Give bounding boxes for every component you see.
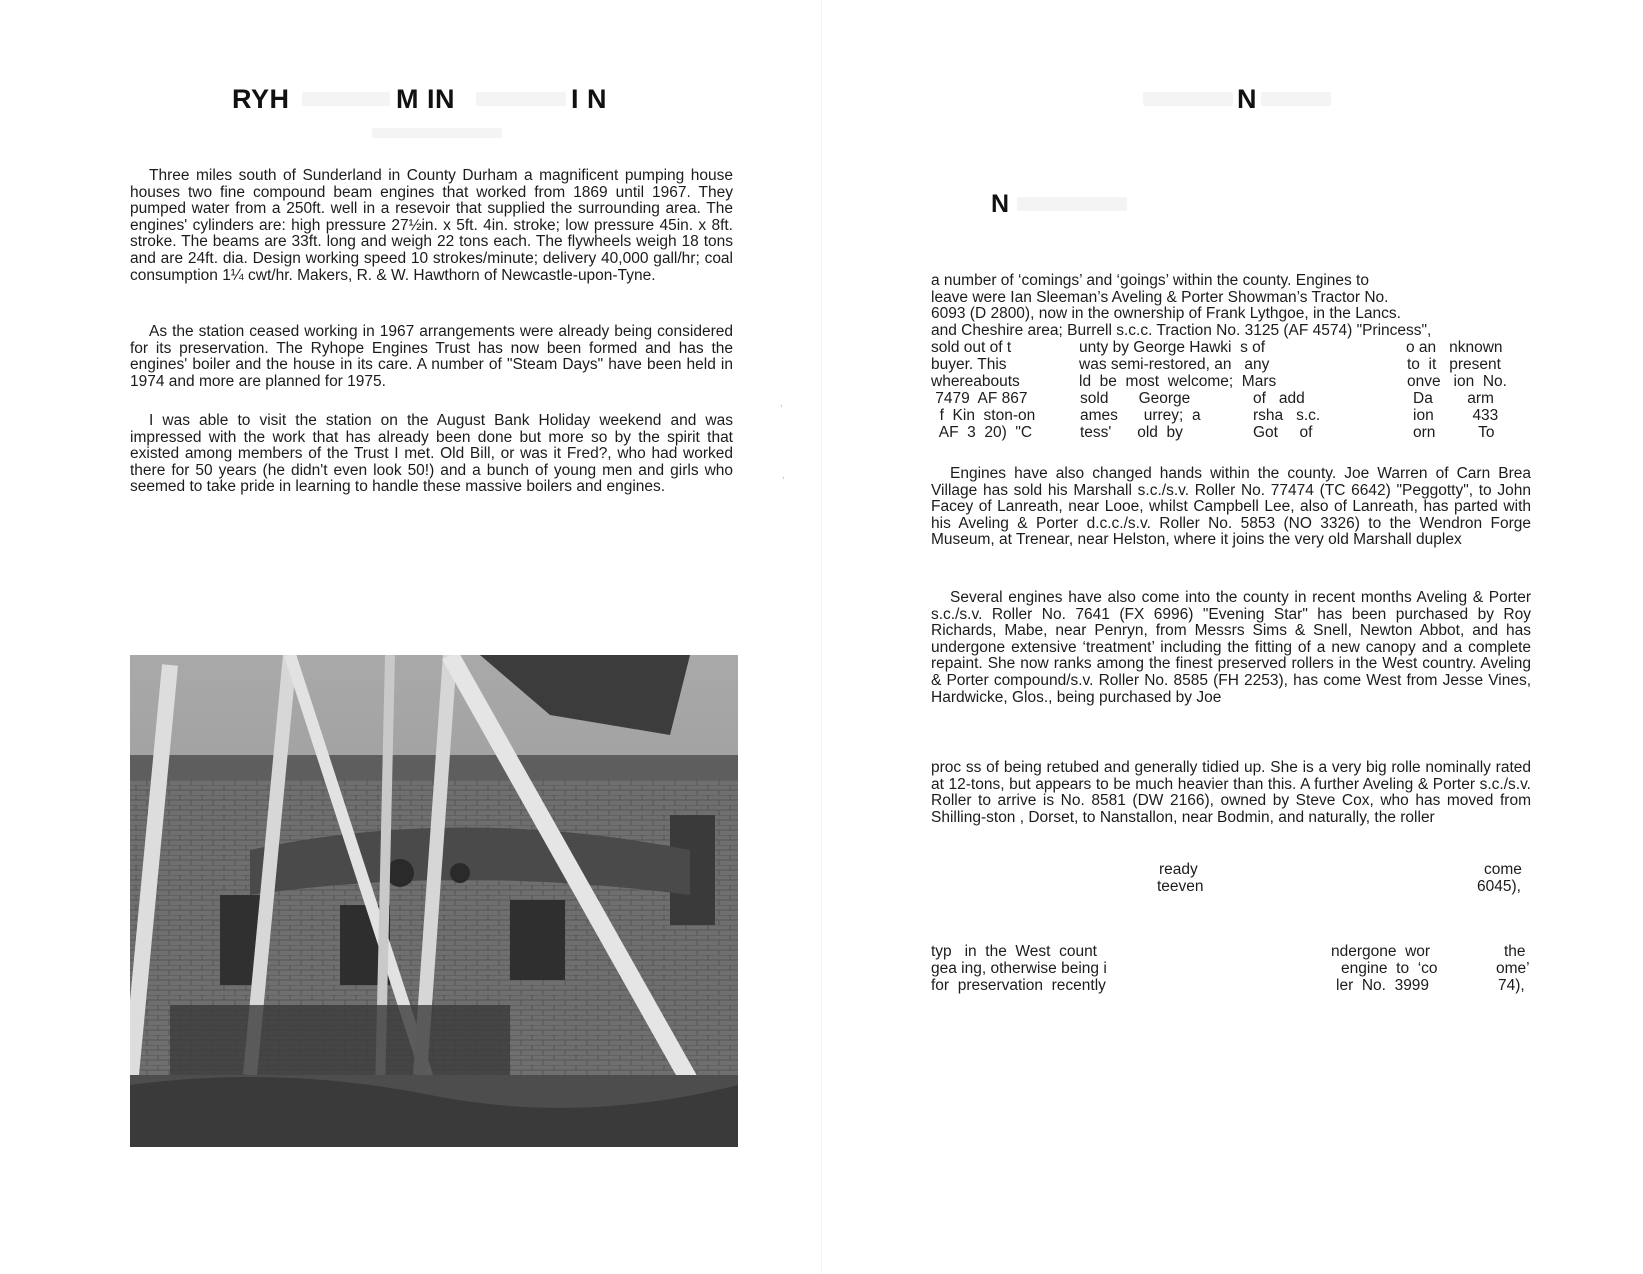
text-fragment: come bbox=[1484, 861, 1522, 878]
paragraph-engines-come-in: Several engines have also come into the county in recent months Aveling & Porter s.c./s.v. Roller No. 7641 (FX 6996) "Evening Star" has been purchased by Roy Richards, Mabe, near Penryn, from Messrs Sims & Snell, Newton Abbot, and has undergone extensive ‘treatment’ including the fitting of a new canopy and a complete repaint. She now ranks among the finest preserved rollers in the West country. Aveling & Porter compound/s.v. Roller No. 8585 (FH 2253), has come West from Jesse Vines, Hardwicke, Glos., being purchased by Joe bbox=[931, 589, 1531, 706]
text-fragment: orn To bbox=[1413, 424, 1495, 441]
text-line: leave were Ian Sleeman’s Aveling & Porter Showman’s Tractor No. bbox=[931, 289, 1389, 306]
margin-mark: , bbox=[780, 398, 783, 409]
text-fragment: o an nknown bbox=[1406, 339, 1503, 356]
title-fragment-3: I N bbox=[571, 84, 608, 114]
text-fragment: sold George bbox=[1080, 390, 1191, 407]
text-fragment: ndergone wor bbox=[1331, 943, 1431, 960]
text-fragment: 7479 AF 867 bbox=[931, 390, 1028, 407]
faded-title-area bbox=[1261, 92, 1331, 106]
text-fragment: of add bbox=[1253, 390, 1305, 407]
right-page bbox=[821, 0, 1643, 1274]
text-line: and Cheshire area; Burrell s.c.c. Traction No. 3125 (AF 4574) "Princess", bbox=[931, 322, 1432, 339]
text-fragment: Got of bbox=[1253, 424, 1313, 441]
text-fragment: 6045), bbox=[1477, 878, 1521, 895]
text-fragment: gea ing, otherwise being i bbox=[931, 960, 1107, 977]
text-fragment: f Kin ston-on bbox=[931, 407, 1036, 424]
text-fragment: buyer. This bbox=[931, 356, 1007, 373]
faded-subtitle-area bbox=[1017, 197, 1127, 211]
text-fragment: was semi-restored, an any bbox=[1079, 356, 1270, 373]
text-fragment: the bbox=[1504, 943, 1526, 960]
text-fragment: whereabouts bbox=[931, 373, 1020, 390]
paragraph-3: I was able to visit the station on the August Bank Holiday weekend and was impressed with the work that has already been done but more so by the spirit that existed among members of the Trust I met. Old Bill, or was it Fred?, who had worked there for 50 years (he didn't even look 50!) and a bunch of young men and girls who seemed to take pride in learning to handle these massive boilers and engines. bbox=[130, 412, 733, 496]
text-fragment: ready bbox=[1159, 861, 1198, 878]
text-fragment: teeven bbox=[1157, 878, 1204, 895]
text-fragment: AF 3 20) "C bbox=[931, 424, 1033, 441]
text-fragment: ld be most welcome; Mars bbox=[1079, 373, 1277, 390]
text-fragment: ion 433 bbox=[1413, 407, 1499, 424]
text-fragment: Da arm bbox=[1413, 390, 1494, 407]
paragraph-2: As the station ceased working in 1967 arrangements were already being considered for its preservation. The Ryhope Engines Trust has now been formed and has the engines' boiler and the house in its care. A number of "Steam Days" have been held in 1974 and more are planned for 1975. bbox=[130, 323, 733, 390]
margin-mark: , bbox=[782, 470, 785, 481]
title-fragment-1: RYH bbox=[232, 84, 290, 114]
text-fragment: unty by George Hawki s of bbox=[1079, 339, 1266, 356]
text-fragment: typ in the West count bbox=[931, 943, 1097, 960]
text-line: a number of ‘comings’ and ‘goings’ within the county. Engines to bbox=[931, 272, 1369, 289]
text-fragment: for preservation recently bbox=[931, 977, 1106, 994]
text-fragment: engine to ‘co bbox=[1341, 960, 1438, 977]
paragraph-retubed: proc ss of being retubed and generally tidied up. She is a very big rolle nominally rated at 12-tons, but appears to be much heavier than this. A further Aveling & Porter s.c./s.v. Roller to arrive is No. 8581 (DW 2166), owned by Steve Cox, who has moved from Shilling-ston , Dorset, to Nanstallon, near Bodmin, and naturally, the roller bbox=[931, 759, 1531, 826]
paragraph-engines-changed-hands: Engines have also changed hands within the county. Joe Warren of Carn Brea Village has sold his Marshall s.c./s.v. Roller No. 77474 (TC 6642) "Peggotty", to John Facey of Lanreath, near Looe, whilst Campbell Lee, also of Lanreath, has parted with his Aveling & Porter d.c.c./s.v. Roller No. 5853 (NO 3326) to the Wendron Forge Museum, at Trenear, near Helston, where it joins the very old Marshall duplex bbox=[931, 465, 1531, 549]
faded-title-area bbox=[1143, 92, 1233, 106]
text-fragment: ler No. 3999 bbox=[1336, 977, 1430, 994]
text-fragment: sold out of t bbox=[931, 339, 1012, 356]
text-fragment: 74), bbox=[1498, 977, 1525, 994]
subtitle-fragment: N bbox=[991, 190, 1010, 218]
text-fragment: to it present bbox=[1407, 356, 1501, 373]
text-fragment: onve ion No. bbox=[1407, 373, 1507, 390]
text-fragment: ames urrey; a bbox=[1080, 407, 1201, 424]
text-line: 6093 (D 2800), now in the ownership of Frank Lythgoe, in the Lancs. bbox=[931, 305, 1401, 322]
paragraph-1: Three miles south of Sunderland in County Durham a magnificent pumping house houses two fine compound beam engines that worked from 1869 until 1967. They pumped water from a 250ft. well in a resevoir that supplied the surrounding area. The engines' cylinders are: high pressure 27½in. x 5ft. 4in. stroke; low pressure 45in. x 8ft. stroke. The beams are 33ft. long and weigh 22 tons each. The flywheels weigh 18 tons and are 24ft. dia. Design working speed 10 strokes/minute; delivery 40,000 gall/hr; coal consumption 1¼ cwt/hr. Makers, R. & W. Hawthorn of Newcastle-upon-Tyne. bbox=[130, 167, 733, 284]
text-fragment: tess' old by bbox=[1080, 424, 1183, 441]
faded-title-area bbox=[476, 92, 566, 106]
faded-title-area bbox=[302, 92, 390, 106]
title-fragment-2: M IN bbox=[396, 84, 455, 114]
title-fragment: N bbox=[1237, 84, 1257, 114]
pumping-house-photo bbox=[130, 655, 738, 1147]
faded-subtitle-area bbox=[372, 128, 502, 138]
left-page bbox=[0, 0, 821, 1274]
text-fragment: ome’ bbox=[1496, 960, 1530, 977]
text-fragment: rsha s.c. bbox=[1253, 407, 1321, 424]
